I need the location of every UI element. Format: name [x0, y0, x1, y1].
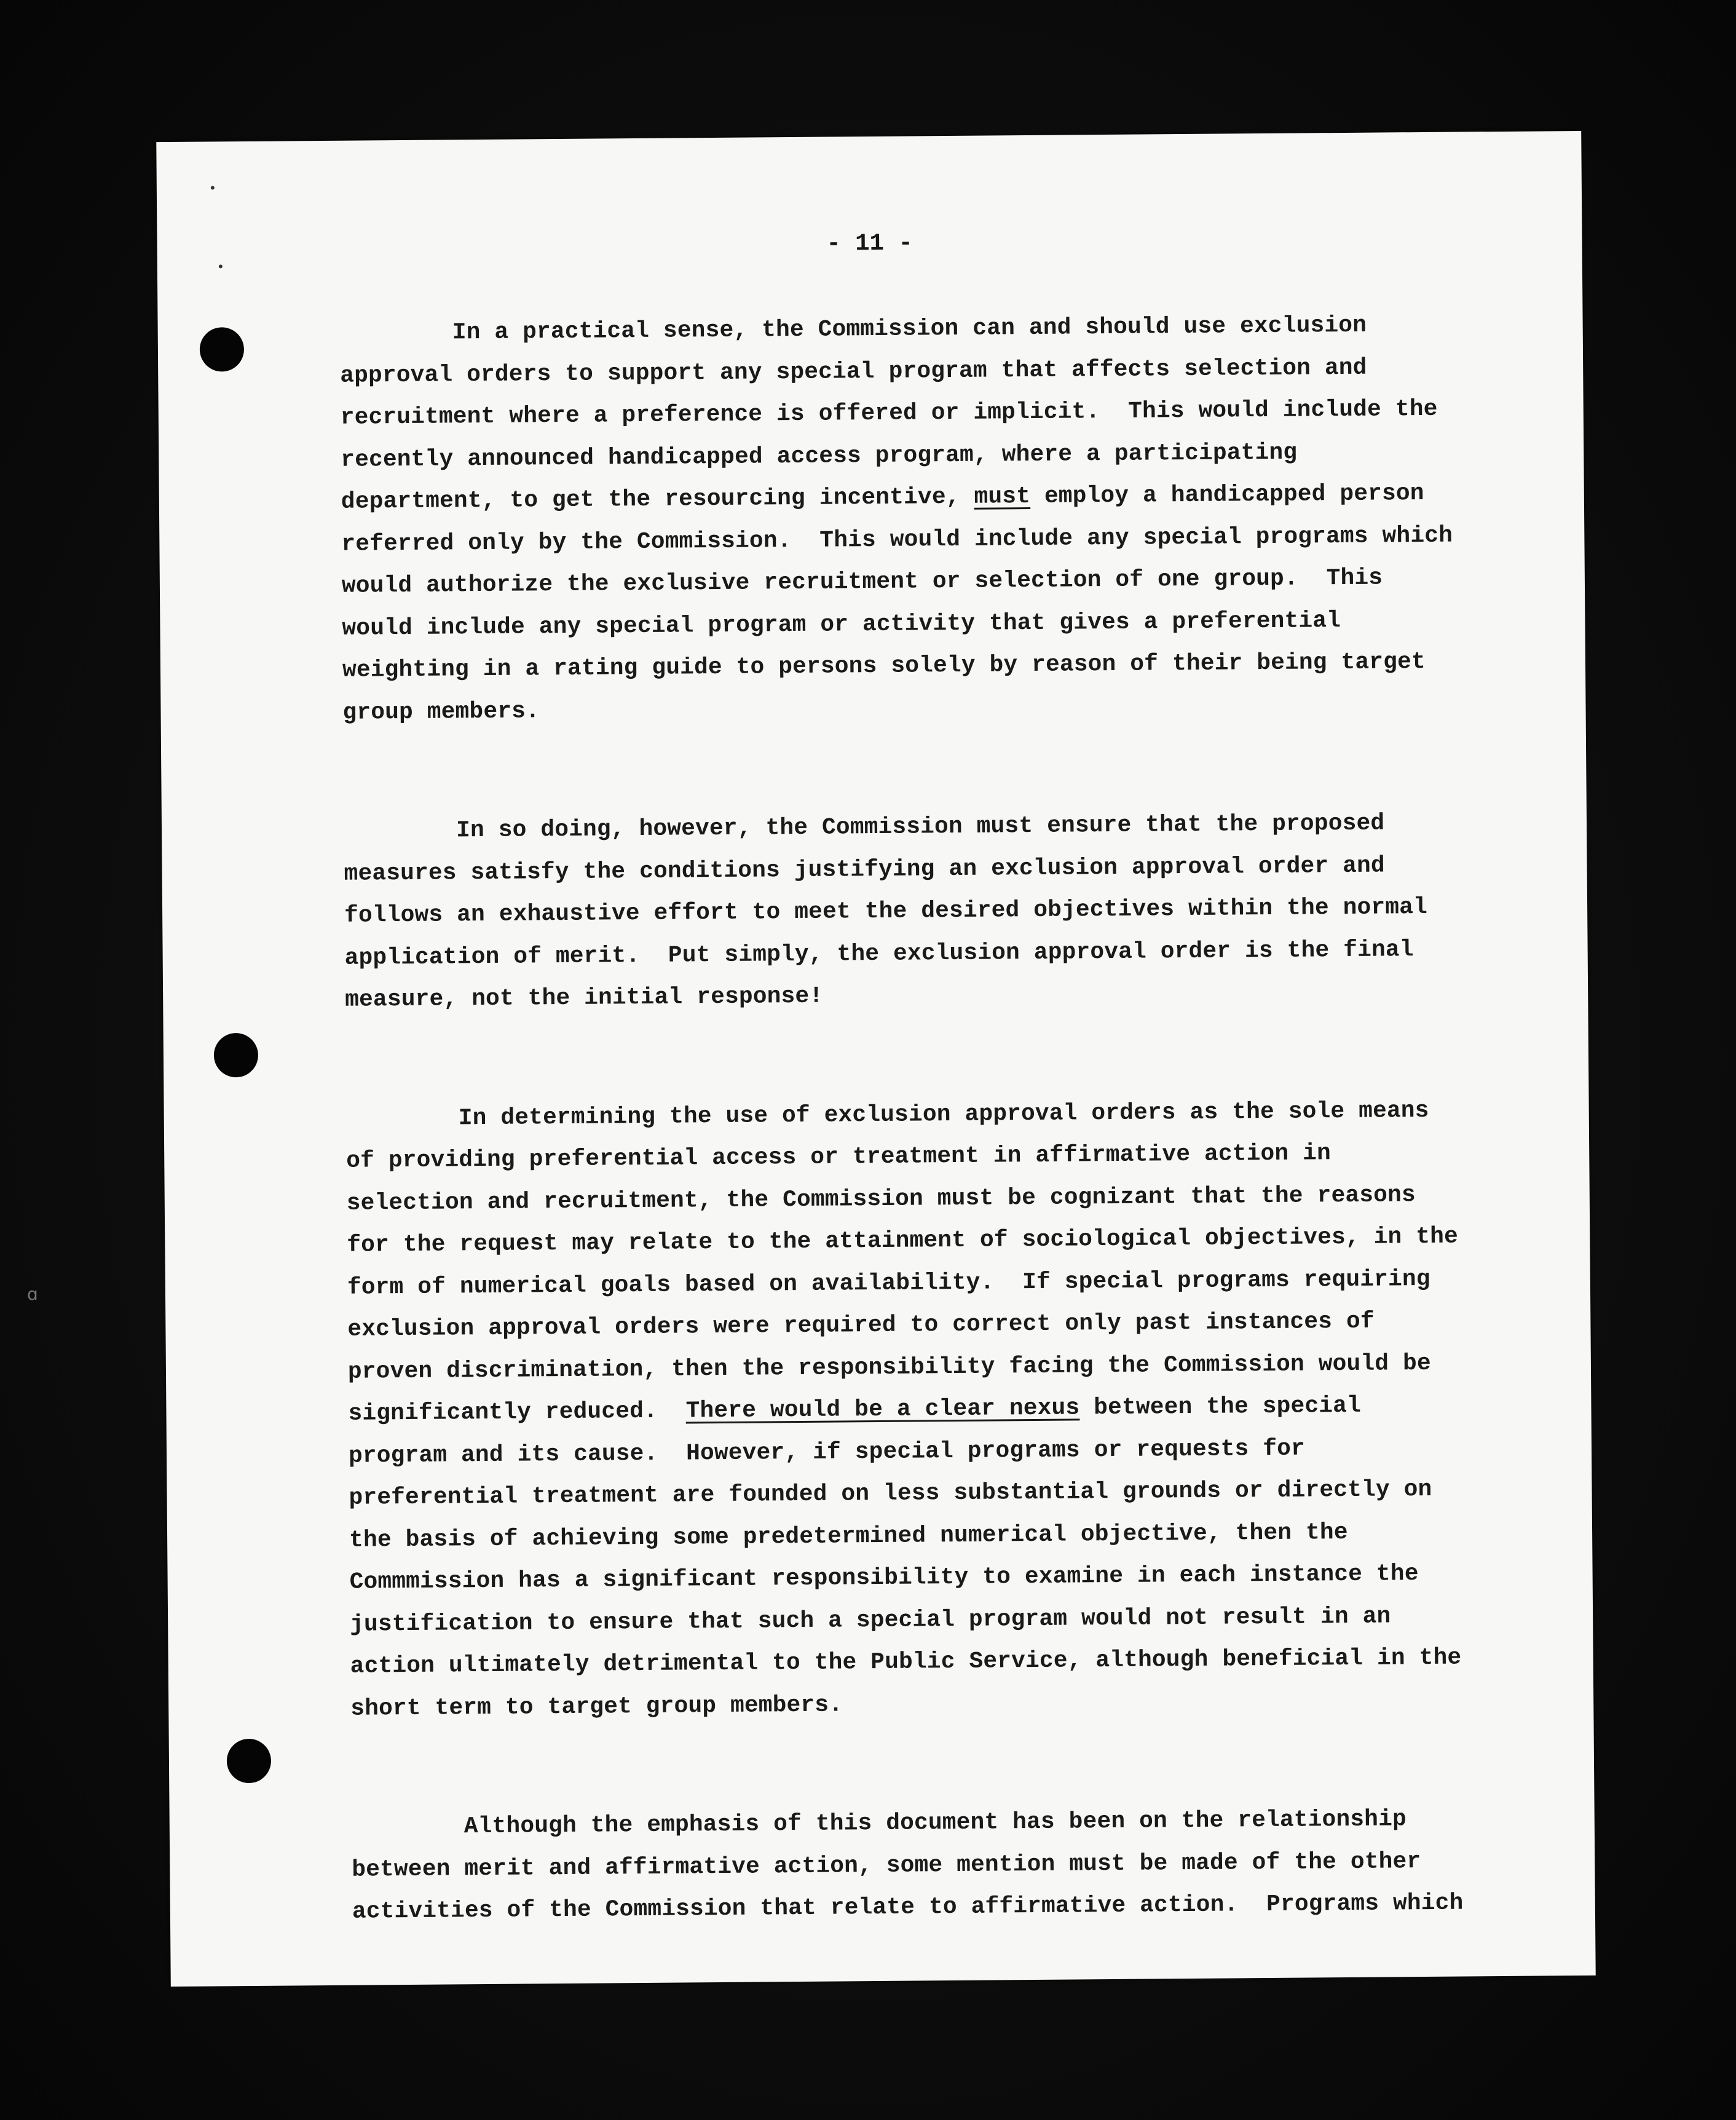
text-line: selection and recruitment, the Commission must be cognizant that the reasons — [346, 1182, 1416, 1217]
text-line: Although the emphasis of this document has been on the relationship — [351, 1806, 1407, 1841]
edge-mark: ɑ — [27, 1284, 38, 1304]
underlined-text: must — [974, 484, 1031, 510]
text-line: action ultimately detrimental to the Public Service, although beneficial in the — [350, 1645, 1462, 1680]
text-line: between merit and affirmative action, some mention must be made of the other — [352, 1848, 1421, 1883]
text-line: significantly reduced. There would be a clear nexus between the special — [348, 1393, 1362, 1427]
text-line: exclusion approval orders were required to correct only past instances of — [347, 1308, 1375, 1343]
paragraph — [352, 1798, 1533, 1934]
text-line: activities of the Commission that relate to affirmative action. Programs which — [352, 1890, 1464, 1925]
document-body — [339, 304, 1533, 2010]
text-line: the basis of achieving some predetermined numerical objective, then the — [349, 1519, 1348, 1554]
text-line: In a practical sense, the Commission can and should use exclusion — [339, 312, 1367, 347]
text-line: department, to get the resourcing incentive, must employ a handicapped person — [341, 480, 1424, 515]
binder-hole-middle — [214, 1033, 259, 1078]
text-line: referred only by the Commission. This would include any special programs which — [341, 523, 1453, 558]
text-line: recently announced handicapped access program, where a participating — [341, 440, 1298, 473]
text-line: group members. — [342, 698, 540, 726]
paragraph — [339, 304, 1523, 734]
text-line: recruitment where a preference is offered or implicit. This would include the — [340, 396, 1438, 431]
paragraph — [345, 1089, 1531, 1730]
binder-hole-bottom — [227, 1739, 272, 1784]
text-line: form of numerical goals based on availability. If special programs requiring — [347, 1266, 1430, 1301]
text-line: weighting in a rating guide to persons solely by reason of their being target — [342, 649, 1426, 684]
text-line: approval orders to support any special program that affects selection and — [340, 355, 1367, 389]
underlined-text: There would be a clear nexus — [685, 1395, 1080, 1425]
text-line: would include any special program or activity that gives a preferential — [342, 607, 1341, 642]
text-line: would authorize the exclusive recruitment or selection of one group. This — [341, 565, 1383, 599]
page-number: - 11 - — [826, 229, 913, 258]
paragraph — [344, 802, 1526, 1022]
text-line: follows an exhaustive effort to meet the desired objectives within the normal — [344, 894, 1428, 929]
text-line: for the request may relate to the attainment of sociological objectives, in the — [347, 1224, 1459, 1259]
text-line: measures satisfy the conditions justifying an exclusion approval order and — [344, 852, 1385, 887]
text-line: program and its cause. However, if special programs or requests for — [348, 1436, 1306, 1469]
text-line: justification to ensure that such a special program would not result in an — [350, 1603, 1391, 1638]
paper-speck — [211, 186, 215, 189]
text-line: proven discrimination, then the responsibility facing the Commission would be — [347, 1350, 1431, 1385]
text-line: application of merit. Put simply, the exclusion approval order is the final — [344, 936, 1414, 971]
text-line: In so doing, however, the Commission must ensure that the proposed — [343, 810, 1385, 845]
text-line: short term to target group members. — [350, 1691, 843, 1722]
document-sheet — [156, 131, 1595, 1987]
text-line: of providing preferential access or treatment in affirmative action in — [346, 1141, 1332, 1174]
text-line: In determining the use of exclusion approval orders as the sole means — [345, 1098, 1429, 1133]
paper-speck — [219, 264, 223, 268]
text-line: measure, not the initial response! — [345, 983, 824, 1013]
text-line: Commmission has a significant responsibility to examine in each instance the — [349, 1561, 1419, 1596]
text-line: preferential treatment are founded on less substantial grounds or directly on — [349, 1476, 1432, 1511]
binder-hole-top — [200, 327, 245, 372]
